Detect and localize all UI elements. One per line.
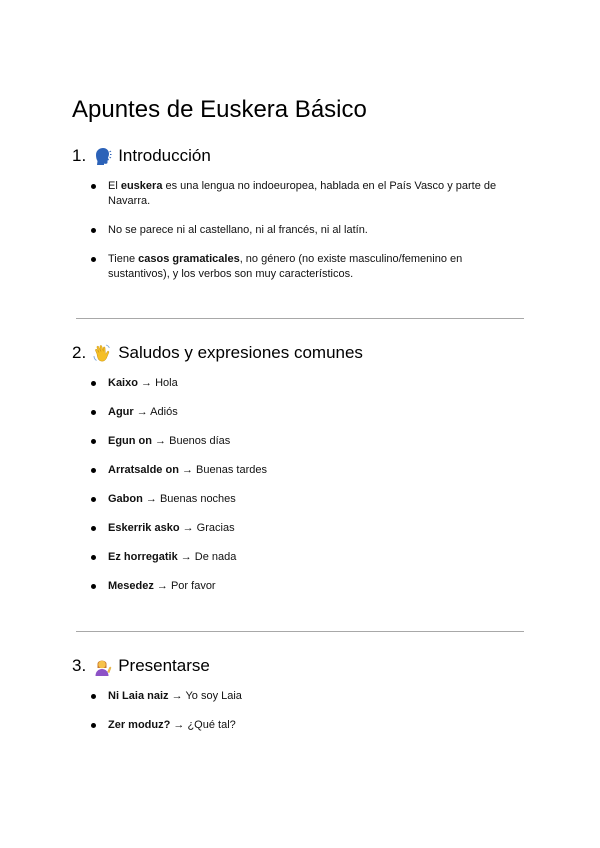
horizontal-rule — [76, 631, 524, 632]
list-item: Zer moduz? → ¿Qué tal? — [90, 718, 510, 733]
document-title: Apuntes de Euskera Básico — [72, 96, 367, 123]
list-item: No se parece ni al castellano, ni al francés, ni al latín. — [90, 223, 510, 238]
person-tipping-hand-icon — [92, 656, 112, 676]
list-item: Mesedez → Por favor — [90, 579, 510, 594]
section-heading-saludos — [72, 342, 363, 364]
list-item: Eskerrik asko → Gracias — [90, 521, 510, 536]
list-item: Ez horregatik → De nada — [90, 550, 510, 565]
section-heading-introduccion — [72, 145, 211, 167]
list-item: Arratsalde on → Buenas tardes — [90, 463, 510, 478]
section-title: Introducción — [118, 146, 211, 165]
bullet-list-presentarse — [90, 689, 510, 733]
horizontal-rule — [76, 318, 524, 319]
bullet-list-introduccion — [90, 179, 510, 282]
list-item: El euskera es una lengua no indoeuropea, hablada en el País Vasco y parte de Navarra. — [90, 179, 510, 209]
list-item: Tiene casos gramaticales, no género (no existe masculino/femenino en sustantivos), y los verbos son muy característicos. — [90, 252, 510, 282]
section-heading-presentarse — [72, 655, 210, 677]
list-item: Egun on → Buenos días — [90, 434, 510, 449]
waving-hand-icon — [92, 343, 112, 363]
section-number: 3. — [72, 656, 87, 675]
bullet-list-saludos — [90, 376, 510, 594]
section-title: Presentarse — [118, 656, 210, 675]
list-item: Agur → Adiós — [90, 405, 510, 420]
section-number: 2. — [72, 343, 87, 362]
list-item: Gabon → Buenas noches — [90, 492, 510, 507]
list-item: Kaixo → Hola — [90, 376, 510, 391]
section-title: Saludos y expresiones comunes — [118, 343, 363, 362]
section-number: 1. — [72, 146, 87, 165]
list-item: Ni Laia naiz → Yo soy Laia — [90, 689, 510, 704]
speaking-head-icon — [92, 146, 112, 166]
